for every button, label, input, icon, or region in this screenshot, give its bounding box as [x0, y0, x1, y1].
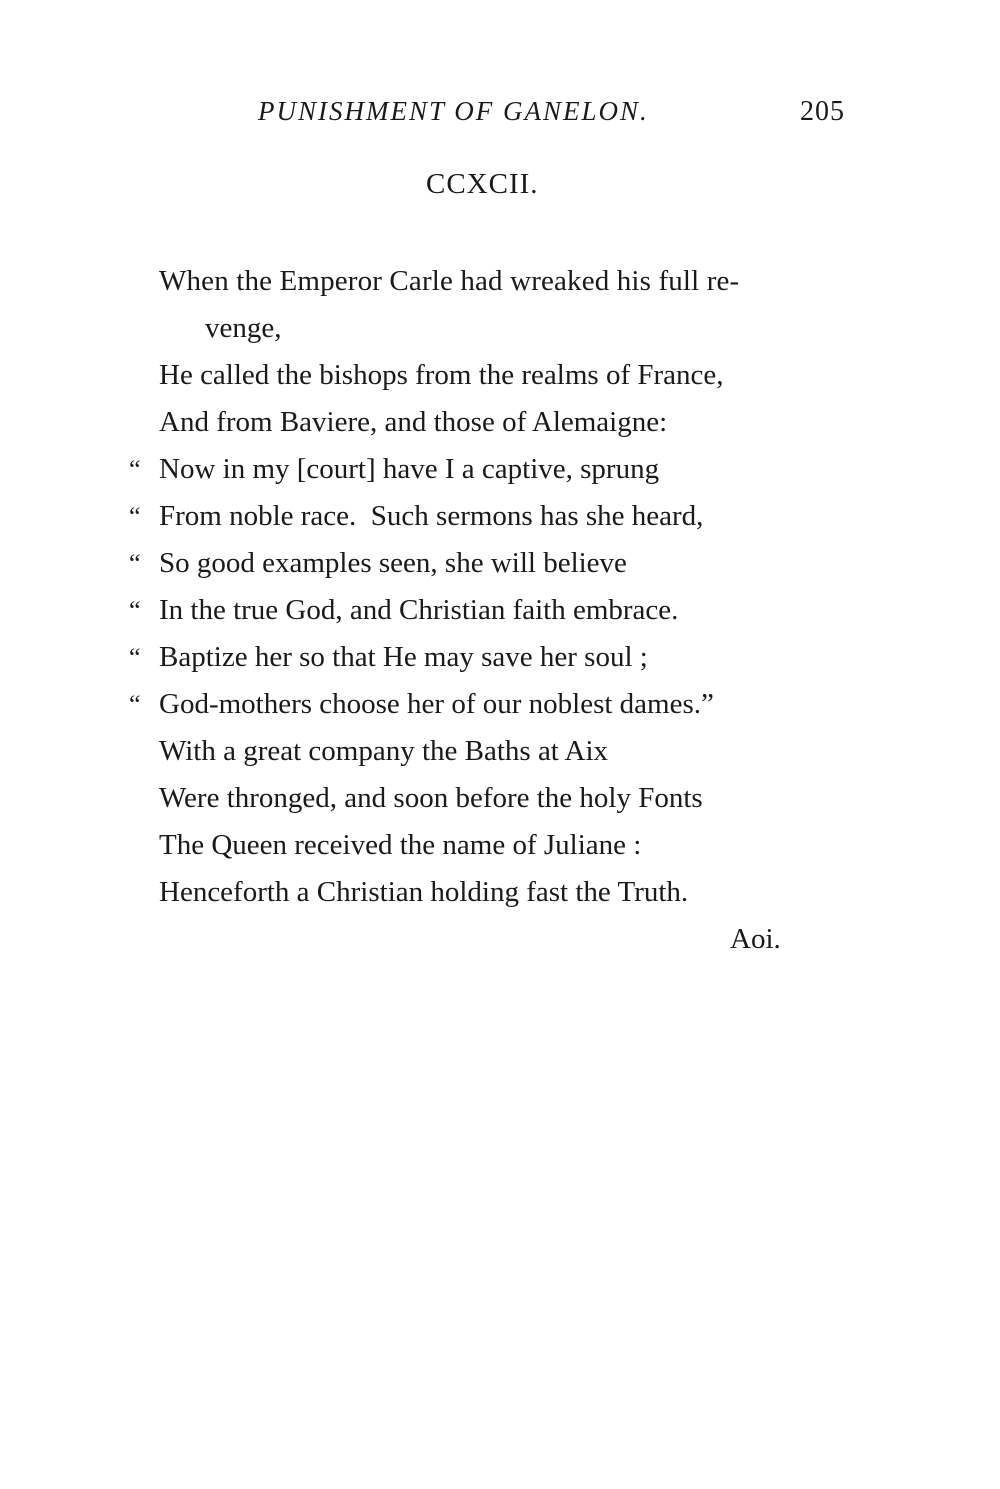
- line-text: God-mothers choose her of our noblest dames.”: [159, 688, 714, 720]
- line-text: Were thronged, and soon before the holy Fonts: [159, 782, 703, 814]
- poem-line: [0, 775, 1000, 822]
- line-text: From noble race. Such sermons has she heard,: [159, 500, 704, 532]
- line-text: venge,: [205, 312, 282, 344]
- opening-quote-mark: “: [129, 549, 141, 578]
- poem-line: [0, 399, 1000, 446]
- poem-line-quoted: [0, 634, 1000, 681]
- aoi-refrain: [0, 916, 1000, 963]
- poem-line: [0, 258, 1000, 305]
- poem-line-quoted: [0, 540, 1000, 587]
- line-text: Baptize her so that He may save her soul ;: [159, 641, 648, 673]
- stanza-number: CCXCII.: [426, 168, 539, 200]
- poem-line-quoted: [0, 493, 1000, 540]
- opening-quote-mark: “: [129, 502, 141, 531]
- opening-quote-mark: “: [129, 690, 141, 719]
- line-text: In the true God, and Christian faith embrace.: [159, 594, 679, 626]
- poem-line: [0, 728, 1000, 775]
- line-text: Aoi.: [730, 923, 781, 955]
- line-text: The Queen received the name of Juliane :: [159, 829, 642, 861]
- opening-quote-mark: “: [129, 643, 141, 672]
- opening-quote-mark: “: [129, 596, 141, 625]
- poem-line: [0, 352, 1000, 399]
- line-text: So good examples seen, she will believe: [159, 547, 627, 579]
- poem-body: [0, 258, 1000, 963]
- poem-line-quoted: [0, 587, 1000, 634]
- line-text: He called the bishops from the realms of France,: [159, 359, 724, 391]
- opening-quote-mark: “: [129, 455, 141, 484]
- poem-line: [0, 869, 1000, 916]
- running-head: [0, 96, 1000, 136]
- running-title: PUNISHMENT OF GANELON.: [258, 96, 649, 126]
- page-number: 205: [800, 96, 845, 127]
- line-text: Henceforth a Christian holding fast the Truth.: [159, 876, 689, 908]
- line-text: With a great company the Baths at Aix: [159, 735, 609, 767]
- poem-line-quoted: [0, 446, 1000, 493]
- poem-line-continuation: [0, 305, 1000, 352]
- line-text: When the Emperor Carle had wreaked his full re-: [159, 265, 740, 297]
- line-text: Now in my [court] have I a captive, sprung: [159, 453, 660, 485]
- line-text: And from Baviere, and those of Alemaigne:: [159, 406, 668, 438]
- poem-line-quoted: [0, 681, 1000, 728]
- poem-line: [0, 822, 1000, 869]
